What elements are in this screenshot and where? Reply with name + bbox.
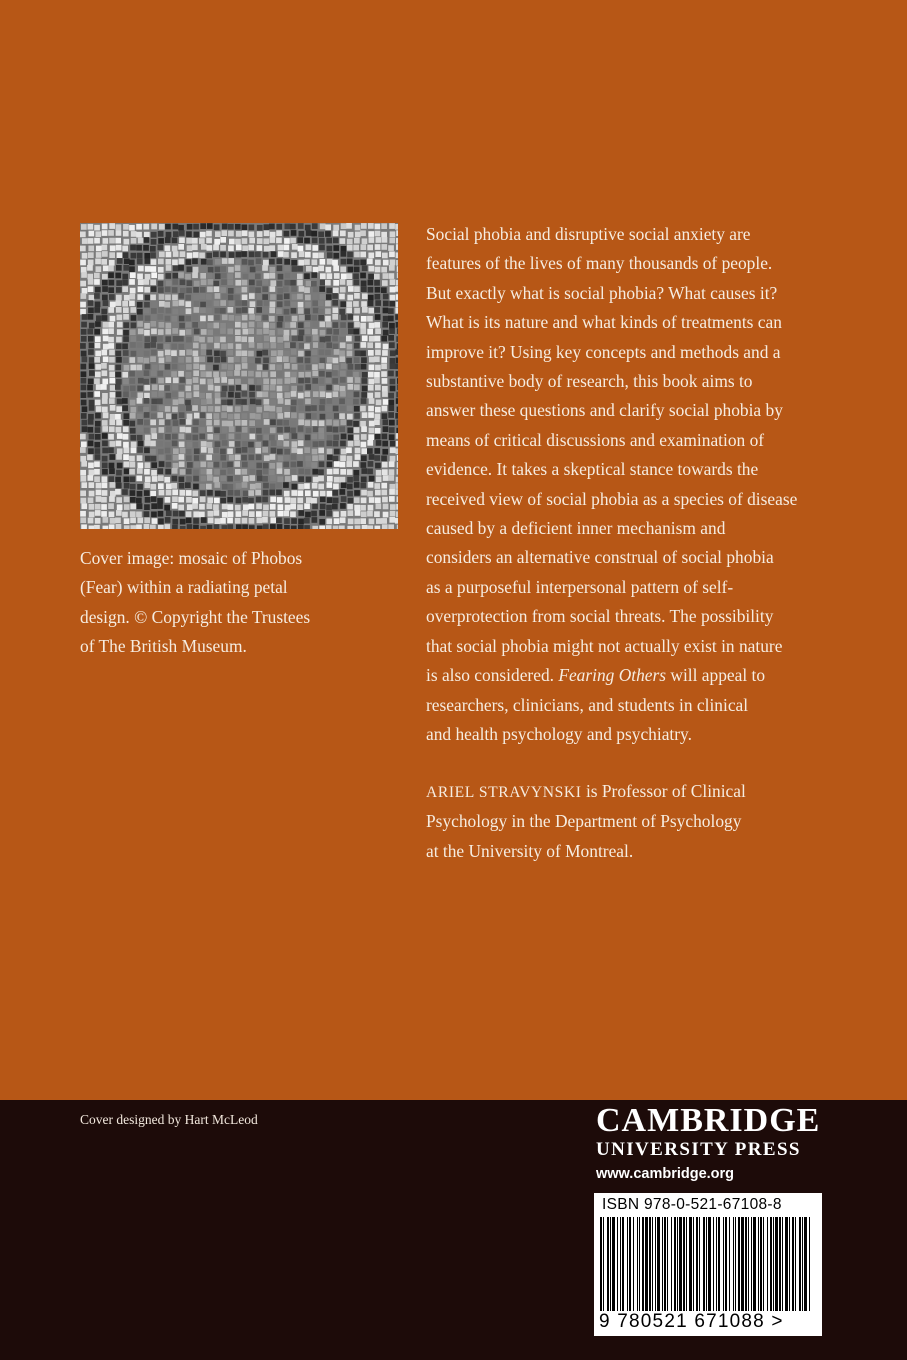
barcode-bars [600, 1217, 816, 1311]
cover-designer-credit: Cover designed by Hart McLeod [80, 1112, 258, 1127]
description-line: researchers, clinicians, and students in clinical [426, 694, 749, 715]
description-line: and health psychology and psychiatry. [426, 723, 692, 744]
description-line: improve it? Using key concepts and methods and a [426, 341, 781, 362]
author-name: ARIEL STRAVYNSKI [426, 784, 582, 801]
phobos-mosaic-image [80, 223, 398, 529]
author-bio [426, 777, 846, 866]
description-line: What is its nature and what kinds of treatments can [426, 312, 782, 333]
publisher-url: www.cambridge.org [596, 1166, 735, 1182]
description-title-line [426, 661, 846, 690]
description-line: overprotection from social threats. The possibility [426, 606, 774, 627]
publisher-subtitle: UNIVERSITY PRESS [596, 1139, 801, 1160]
description-line: received view of social phobia as a species of disease [426, 488, 798, 509]
description-line: that social phobia might not actually exist in nature [426, 635, 783, 656]
cover-image-caption [80, 544, 380, 662]
bio-line: Psychology in the Department of Psychology [426, 811, 742, 832]
description-line: means of critical discussions and examination of [426, 429, 765, 450]
description-line: features of the lives of many thousands of people. [426, 253, 773, 274]
description-line: substantive body of research, this book aims to [426, 371, 753, 392]
description-line: Social phobia and disruptive social anxiety are [426, 224, 751, 244]
caption-line: design. © Copyright the Trustees [80, 606, 311, 627]
publisher-logo [596, 1103, 826, 1185]
bio-line [426, 777, 846, 807]
book-title: Fearing Others [558, 665, 667, 686]
barcode-digits: 9 780521 671088 > [599, 1311, 784, 1332]
bio-line: at the University of Montreal. [426, 840, 634, 861]
description-line: evidence. It takes a skeptical stance towards the [426, 459, 759, 480]
description-line: caused by a deficient inner mechanism and [426, 518, 726, 539]
description-line: But exactly what is social phobia? What causes it? [426, 282, 778, 303]
book-description [426, 220, 846, 749]
caption-line: (Fear) within a radiating petal [80, 577, 288, 598]
isbn-label: ISBN 978-0-521-67108-8 [602, 1196, 782, 1213]
caption-line: of The British Museum. [80, 636, 247, 657]
description-line: answer these questions and clarify social phobia by [426, 400, 783, 421]
description-text: will appeal to [666, 665, 766, 686]
isbn-barcode [594, 1193, 822, 1336]
description-line: as a purposeful interpersonal pattern of self- [426, 576, 734, 597]
description-text: is also considered. [426, 665, 559, 686]
publisher-name: CAMBRIDGE [596, 1102, 821, 1139]
caption-line: Cover image: mosaic of Phobos [80, 548, 303, 568]
description-line: considers an alternative construal of social phobia [426, 547, 774, 568]
bio-text: is Professor of Clinical [581, 781, 746, 801]
